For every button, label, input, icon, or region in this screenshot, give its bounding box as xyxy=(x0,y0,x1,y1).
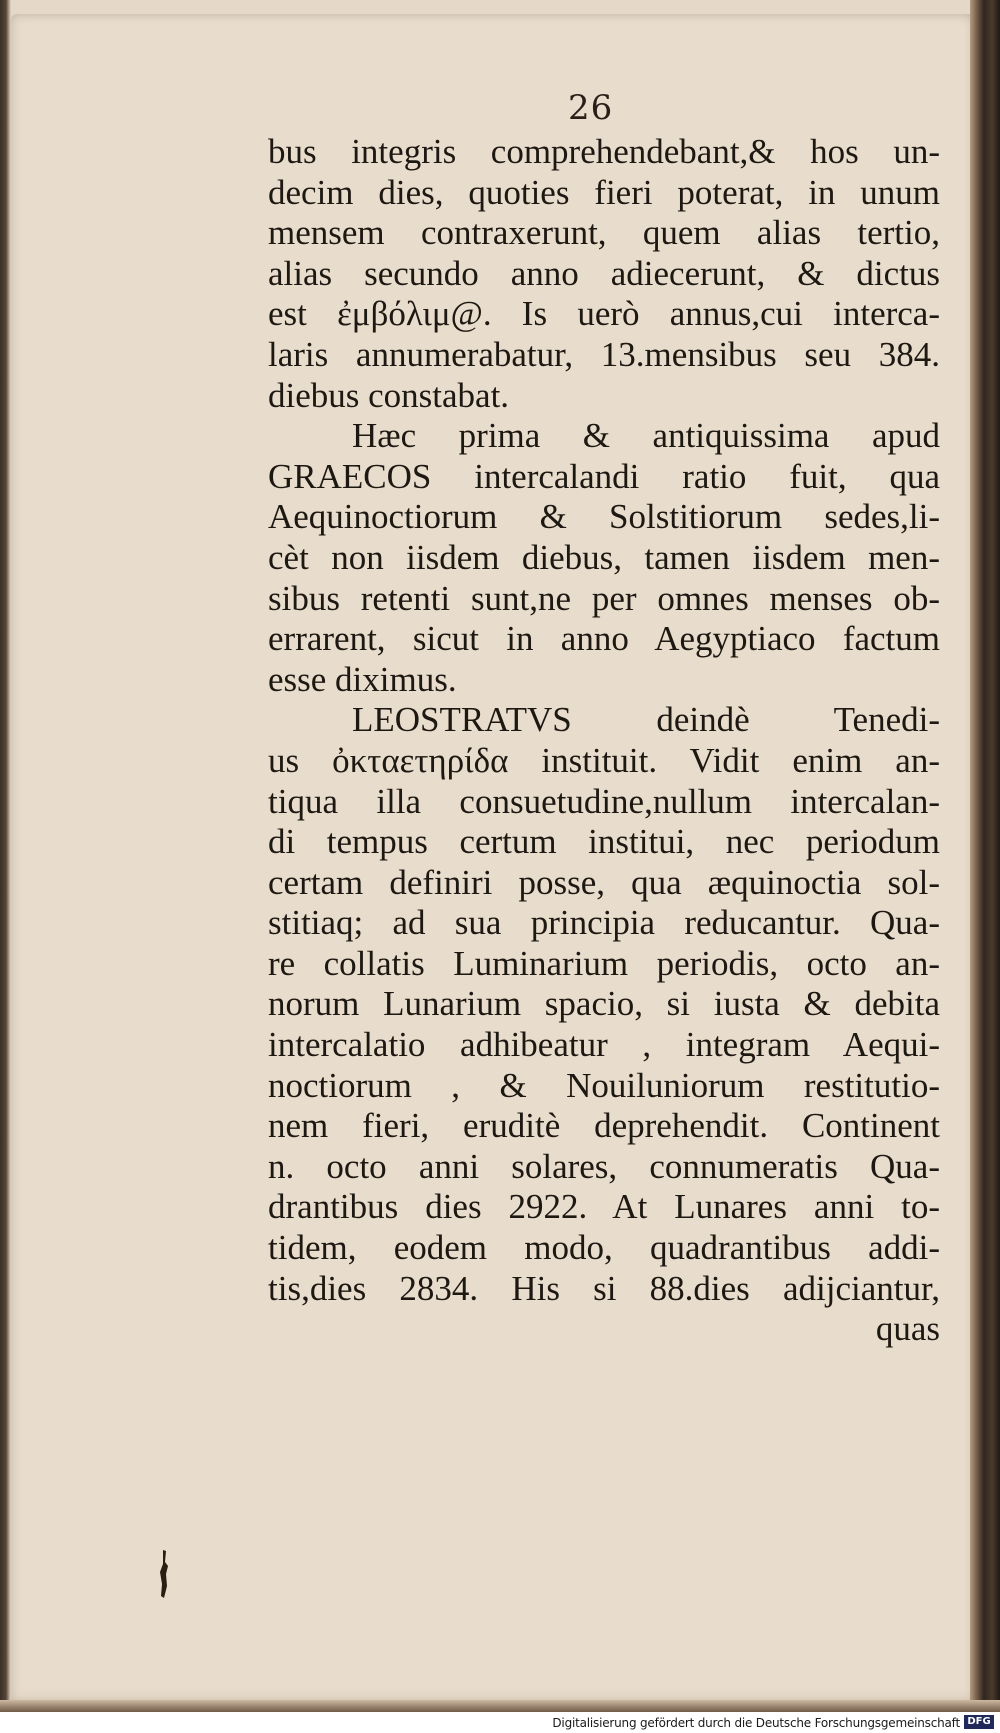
footer-credit: Digitalisierung gefördert durch die Deutsche Forschungsgemeinschaft xyxy=(552,1716,960,1730)
text-line: bus integris comprehendebant,& hos un- xyxy=(268,132,940,171)
text-line: nem fieri, eruditè deprehendit. Continent xyxy=(268,1106,940,1146)
text-line: decim dies, quoties fieri poterat, in unum xyxy=(268,172,940,212)
text-line: di tempus certum institui, nec periodum xyxy=(268,822,940,862)
page-bottom-edge xyxy=(0,1700,1000,1712)
page-text xyxy=(268,132,940,1350)
text-line: LEOSTRATVS deindè Tenedi- xyxy=(352,700,940,740)
text-line: tis,dies 2834. His si 88.dies adijciantur, xyxy=(268,1268,940,1308)
text-line: diebus constabat. xyxy=(268,375,510,415)
text-line: GRAECOS intercalandi ratio fuit, qua xyxy=(268,456,940,496)
text-line: mensem contraxerunt, quem alias tertio, xyxy=(268,213,940,253)
text-line: certam definiri posse, qua æquinoctia sol- xyxy=(268,862,940,902)
page-number: 26 xyxy=(568,88,614,128)
text-line: alias secundo anno adiecerunt, & dictus xyxy=(268,253,940,293)
text-line: tidem, eodem modo, quadrantibus addi- xyxy=(268,1228,940,1268)
text-line: stitiaq; ad sua principia reducantur. Qua- xyxy=(268,903,940,943)
text-line: re collatis Luminarium periodis, octo an- xyxy=(268,943,940,983)
text-line: tiqua illa consuetudine,nullum intercalan- xyxy=(268,781,940,821)
text-line: norum Lunarium spacio, si iusta & debita xyxy=(268,984,940,1024)
text-line: intercalatio adhibeatur , integram Aequi- xyxy=(268,1025,940,1065)
text-line: cèt non iisdem diebus, tamen iisdem men- xyxy=(268,537,940,577)
book-spine-gutter xyxy=(970,0,1000,1712)
text-line: est ἐμβόλιμ@. Is uerò annus,cui interca- xyxy=(268,294,940,334)
text-line: n. octo anni solares, connumeratis Qua- xyxy=(268,1146,940,1186)
ink-mark xyxy=(158,1548,170,1600)
text-line: us ὀκταετηρίδα instituit. Vidit enim an- xyxy=(268,740,940,780)
text-line: noctiorum , & Nouiluniorum restitutio- xyxy=(268,1065,940,1105)
text-line: sibus retenti sunt,ne per omnes menses ob- xyxy=(268,578,940,618)
catchword: quas xyxy=(875,1309,940,1349)
text-line: Aequinoctiorum & Solstitiorum sedes,li- xyxy=(268,497,940,537)
text-line: drantibus dies 2922. At Lunares anni to- xyxy=(268,1187,940,1227)
text-line: laris annumerabatur, 13.mensibus seu 384. xyxy=(268,334,940,374)
text-line: errarent, sicut in anno Aegyptiaco factum xyxy=(268,619,940,659)
text-line: esse diximus. xyxy=(268,659,457,699)
dfg-logo: DFG xyxy=(964,1715,994,1729)
text-line: Hæc prima & antiquissima apud xyxy=(352,416,940,456)
